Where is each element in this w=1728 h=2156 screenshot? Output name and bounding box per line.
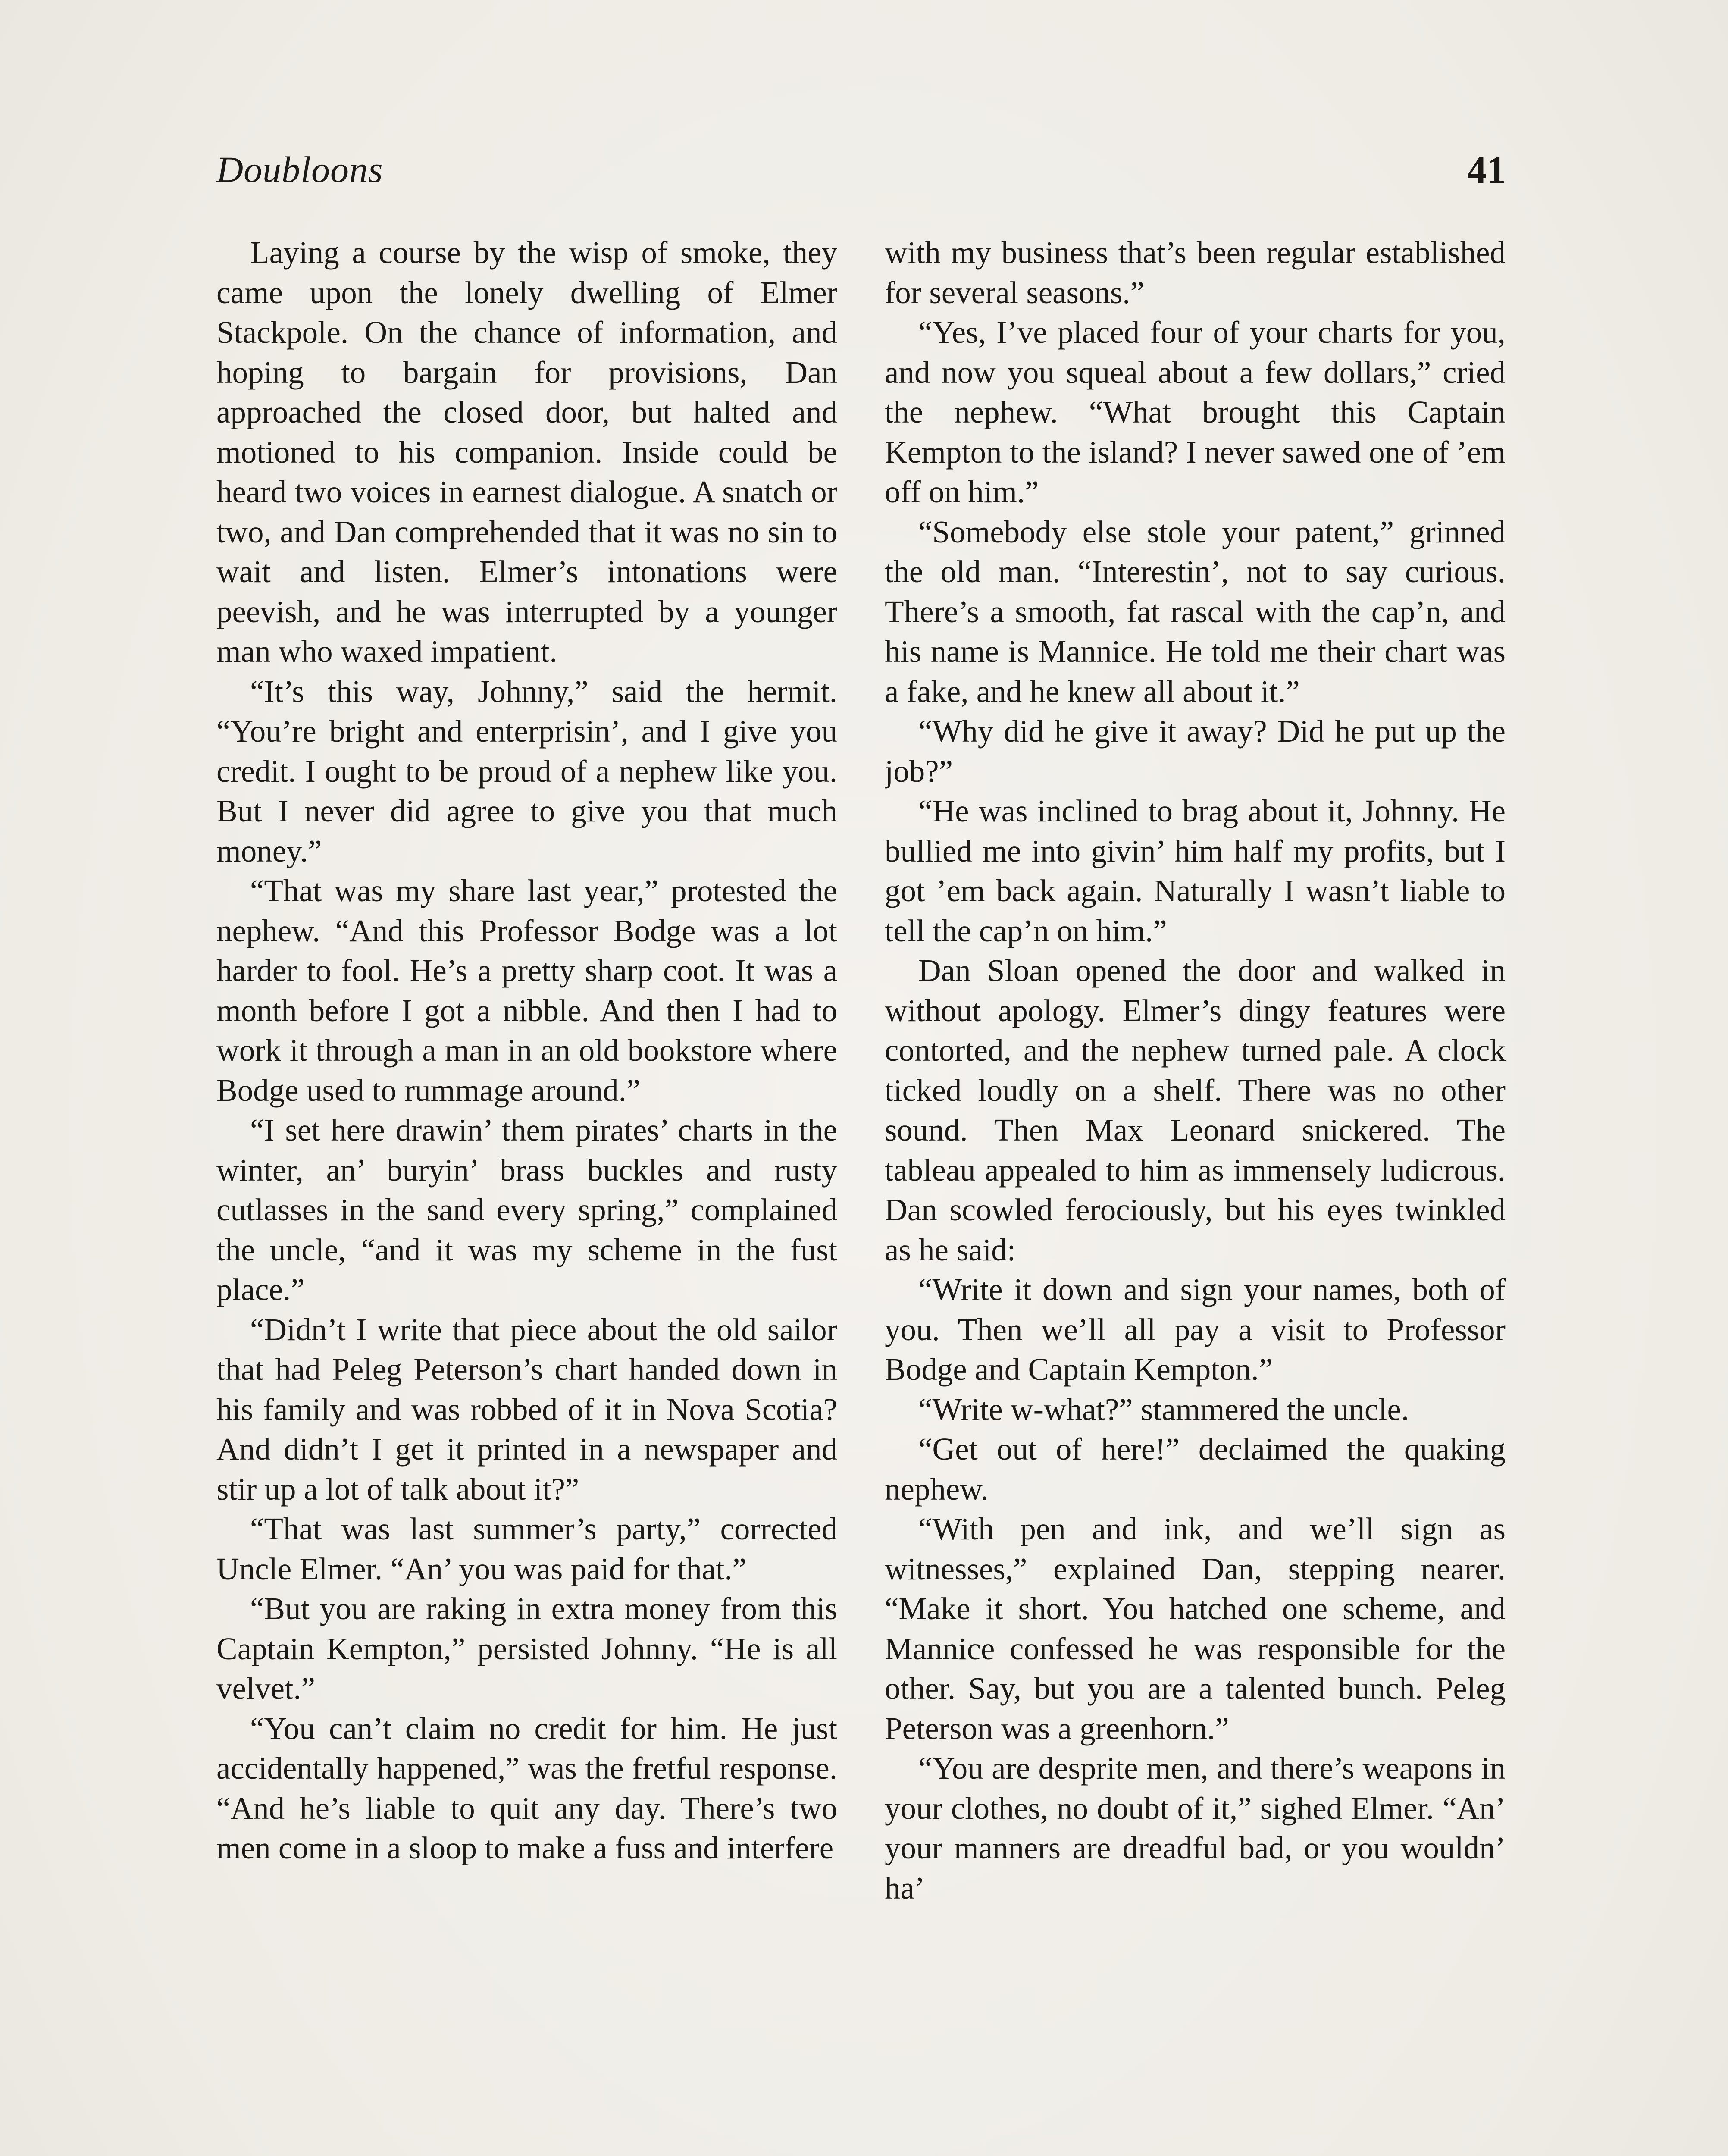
paragraph: “Get out of here!” declaimed the quaking nephew.: [885, 1432, 1506, 1507]
paragraph: “I set here drawin’ them pirates’ charts in the winter, an’ buryin’ brass buckles and rusty cutlasses in the sand every spring,” complained the uncle, “and it was my scheme in the fust place.”: [216, 1112, 837, 1307]
paragraph: “Why did he give it away? Did he put up the job?”: [885, 714, 1506, 789]
paragraph: “That was my share last year,” protested the nephew. “And this Professor Bodge was a lot harder to fool. He’s a pretty sharp coot. It was a month before I got a nibble. And then I had to work it through a man in an old bookstore where Bodge used to rummage around.”: [216, 873, 837, 1108]
paragraph: Laying a course by the wisp of smoke, they came upon the lonely dwelling of Elmer Stackpole. On the chance of information, and hoping to bargain for provisions, Dan approached the closed door, but halted and motioned to his companion. Inside could be heard two voices in earnest dialogue. A snatch or two, and Dan comprehended that it was no sin to wait and listen. Elmer’s intonations were peevish, and he was interrupted by a younger man who waxed impatient.: [216, 235, 837, 669]
left-column: [216, 233, 837, 2156]
paragraph: “Write w-what?” stammered the uncle.: [918, 1391, 1409, 1427]
paragraph: “He was inclined to brag about it, Johnny. He bullied me into givin’ him half my profits, but I got ’em back again. Naturally I wasn’t liable to tell the cap’n on him.”: [885, 793, 1506, 948]
right-column: [885, 233, 1506, 2156]
running-title: Doubloons: [216, 149, 383, 190]
paragraph: “Write it down and sign your names, both of you. Then we’ll all pay a visit to Professor Bodge and Captain Kempton.”: [885, 1272, 1506, 1387]
paragraph: “With pen and ink, and we’ll sign as witnesses,” explained Dan, stepping nearer. “Make it short. You hatched one scheme, and Mannice confessed he was responsible for the other. Say, but you are a talented bunch. Peleg Peterson was a greenhorn.”: [885, 1511, 1506, 1746]
paragraph: “Didn’t I write that piece about the old sailor that had Peleg Peterson’s chart handed down in his family and was robbed of it in Nova Scotia? And didn’t I get it printed in a newspaper and stir up a lot of talk about it?”: [216, 1312, 837, 1507]
paragraph: “That was last summer’s party,” corrected Uncle Elmer. “An’ you was paid for that.”: [216, 1511, 837, 1586]
paragraph: with my business that’s been regular established for several seasons.”: [885, 235, 1506, 310]
paragraph: Dan Sloan opened the door and walked in without apology. Elmer’s dingy features were contorted, and the nephew turned pale. A clock ticked loudly on a shelf. There was no other sound. Then Max Leonard snickered. The tableau appealed to him as immensely ludicrous. Dan scowled ferociously, but his eyes twinkled as he said:: [885, 953, 1506, 1267]
paragraph: “It’s this way, Johnny,” said the hermit. “You’re bright and enterprisin’, and I give you credit. I ought to be proud of a nephew like you. But I never did agree to give you that much money.”: [216, 674, 837, 868]
paragraph: “You can’t claim no credit for him. He just accidentally happened,” was the fretful response. “And he’s liable to quit any day. There’s two men come in a sloop to make a fuss and interfere: [216, 1711, 837, 1865]
paragraph: “Somebody else stole your patent,” grinned the old man. “Interestin’, not to say curious. There’s a smooth, fat rascal with the cap’n, and his name is Mannice. He told me their chart was a fake, and he knew all about it.”: [885, 514, 1506, 709]
paragraph: “You are desprite men, and there’s weapons in your clothes, no doubt of it,” sighed Elmer. “An’ your manners are dreadful bad, or you wouldn’ ha’: [885, 1751, 1506, 1905]
paragraph: “Yes, I’ve placed four of your charts for you, and now you squeal about a few dollars,” cried the nephew. “What brought this Captain Kempton to the island? I never sawed one of ’em off on him.”: [885, 315, 1506, 509]
page-number: 41: [1467, 149, 1506, 191]
paragraph: “But you are raking in extra money from this Captain Kempton,” persisted Johnny. “He is all velvet.”: [216, 1591, 837, 1706]
